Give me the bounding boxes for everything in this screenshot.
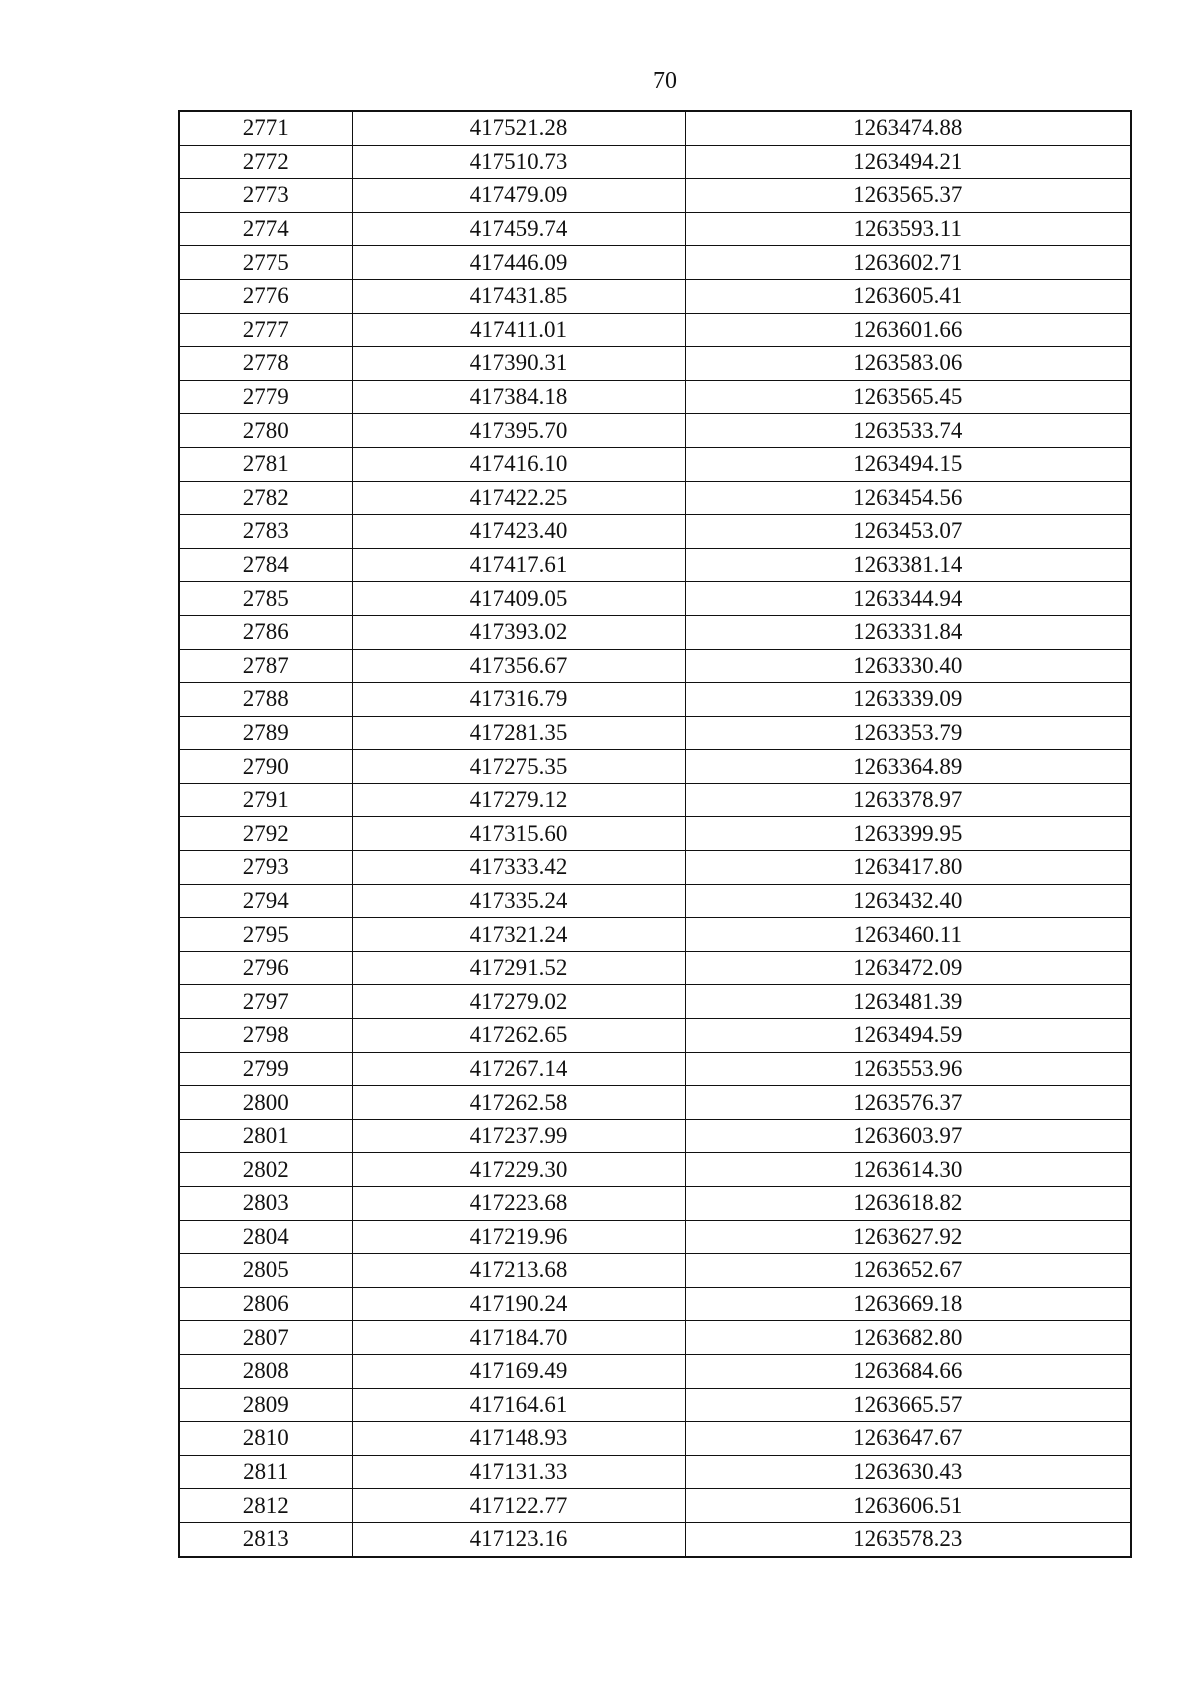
point-id-cell: 2810 (179, 1422, 352, 1456)
x-coordinate-cell: 417219.96 (352, 1220, 685, 1254)
point-id-cell: 2805 (179, 1254, 352, 1288)
point-id-cell: 2812 (179, 1489, 352, 1523)
table-row (179, 851, 1131, 885)
table-row (179, 548, 1131, 582)
x-coordinate-cell: 417316.79 (352, 683, 685, 717)
x-coordinate-cell: 417521.28 (352, 111, 685, 145)
table-row (179, 582, 1131, 616)
x-coordinate-cell: 417384.18 (352, 380, 685, 414)
y-coordinate-cell: 1263630.43 (685, 1455, 1131, 1489)
table-row (179, 884, 1131, 918)
table-row (179, 918, 1131, 952)
y-coordinate-cell: 1263533.74 (685, 414, 1131, 448)
point-id-cell: 2811 (179, 1455, 352, 1489)
point-id-cell: 2779 (179, 380, 352, 414)
y-coordinate-cell: 1263553.96 (685, 1052, 1131, 1086)
y-coordinate-cell: 1263454.56 (685, 481, 1131, 515)
y-coordinate-cell: 1263474.88 (685, 111, 1131, 145)
x-coordinate-cell: 417356.67 (352, 649, 685, 683)
x-coordinate-cell: 417409.05 (352, 582, 685, 616)
point-id-cell: 2798 (179, 1019, 352, 1053)
y-coordinate-cell: 1263682.80 (685, 1321, 1131, 1355)
x-coordinate-cell: 417169.49 (352, 1354, 685, 1388)
y-coordinate-cell: 1263618.82 (685, 1187, 1131, 1221)
coordinates-table (178, 110, 1132, 1558)
table-row (179, 1086, 1131, 1120)
point-id-cell: 2772 (179, 145, 352, 179)
point-id-cell: 2794 (179, 884, 352, 918)
table-row (179, 615, 1131, 649)
x-coordinate-cell: 417459.74 (352, 212, 685, 246)
y-coordinate-cell: 1263364.89 (685, 750, 1131, 784)
table-row (179, 1354, 1131, 1388)
y-coordinate-cell: 1263378.97 (685, 783, 1131, 817)
point-id-cell: 2785 (179, 582, 352, 616)
table-row (179, 716, 1131, 750)
table-row (179, 447, 1131, 481)
table-row (179, 1187, 1131, 1221)
point-id-cell: 2813 (179, 1522, 352, 1556)
table-row (179, 246, 1131, 280)
x-coordinate-cell: 417390.31 (352, 347, 685, 381)
y-coordinate-cell: 1263494.15 (685, 447, 1131, 481)
y-coordinate-cell: 1263344.94 (685, 582, 1131, 616)
y-coordinate-cell: 1263460.11 (685, 918, 1131, 952)
x-coordinate-cell: 417416.10 (352, 447, 685, 481)
point-id-cell: 2791 (179, 783, 352, 817)
y-coordinate-cell: 1263453.07 (685, 515, 1131, 549)
x-coordinate-cell: 417446.09 (352, 246, 685, 280)
y-coordinate-cell: 1263472.09 (685, 951, 1131, 985)
table-row (179, 347, 1131, 381)
y-coordinate-cell: 1263565.37 (685, 179, 1131, 213)
point-id-cell: 2801 (179, 1119, 352, 1153)
table-row (179, 683, 1131, 717)
y-coordinate-cell: 1263606.51 (685, 1489, 1131, 1523)
y-coordinate-cell: 1263494.59 (685, 1019, 1131, 1053)
x-coordinate-cell: 417148.93 (352, 1422, 685, 1456)
table-row (179, 1422, 1131, 1456)
x-coordinate-cell: 417279.12 (352, 783, 685, 817)
y-coordinate-cell: 1263339.09 (685, 683, 1131, 717)
point-id-cell: 2790 (179, 750, 352, 784)
y-coordinate-cell: 1263593.11 (685, 212, 1131, 246)
page-number: 70 (653, 68, 677, 94)
x-coordinate-cell: 417262.58 (352, 1086, 685, 1120)
y-coordinate-cell: 1263576.37 (685, 1086, 1131, 1120)
table-row (179, 1153, 1131, 1187)
point-id-cell: 2806 (179, 1287, 352, 1321)
y-coordinate-cell: 1263614.30 (685, 1153, 1131, 1187)
table-row (179, 1254, 1131, 1288)
y-coordinate-cell: 1263684.66 (685, 1354, 1131, 1388)
x-coordinate-cell: 417262.65 (352, 1019, 685, 1053)
x-coordinate-cell: 417333.42 (352, 851, 685, 885)
x-coordinate-cell: 417411.01 (352, 313, 685, 347)
point-id-cell: 2799 (179, 1052, 352, 1086)
x-coordinate-cell: 417422.25 (352, 481, 685, 515)
table-row (179, 1489, 1131, 1523)
point-id-cell: 2808 (179, 1354, 352, 1388)
y-coordinate-cell: 1263647.67 (685, 1422, 1131, 1456)
point-id-cell: 2778 (179, 347, 352, 381)
x-coordinate-cell: 417229.30 (352, 1153, 685, 1187)
point-id-cell: 2776 (179, 279, 352, 313)
table-row (179, 951, 1131, 985)
x-coordinate-cell: 417510.73 (352, 145, 685, 179)
table-row (179, 279, 1131, 313)
point-id-cell: 2775 (179, 246, 352, 280)
table-row (179, 1119, 1131, 1153)
x-coordinate-cell: 417335.24 (352, 884, 685, 918)
x-coordinate-cell: 417281.35 (352, 716, 685, 750)
point-id-cell: 2800 (179, 1086, 352, 1120)
x-coordinate-cell: 417237.99 (352, 1119, 685, 1153)
y-coordinate-cell: 1263603.97 (685, 1119, 1131, 1153)
y-coordinate-cell: 1263627.92 (685, 1220, 1131, 1254)
table-row (179, 179, 1131, 213)
table-row (179, 817, 1131, 851)
y-coordinate-cell: 1263481.39 (685, 985, 1131, 1019)
x-coordinate-cell: 417423.40 (352, 515, 685, 549)
point-id-cell: 2802 (179, 1153, 352, 1187)
y-coordinate-cell: 1263399.95 (685, 817, 1131, 851)
y-coordinate-cell: 1263432.40 (685, 884, 1131, 918)
table-row (179, 212, 1131, 246)
table-row (179, 1287, 1131, 1321)
y-coordinate-cell: 1263652.67 (685, 1254, 1131, 1288)
table-row (179, 1455, 1131, 1489)
point-id-cell: 2773 (179, 179, 352, 213)
point-id-cell: 2793 (179, 851, 352, 885)
point-id-cell: 2774 (179, 212, 352, 246)
point-id-cell: 2803 (179, 1187, 352, 1221)
x-coordinate-cell: 417291.52 (352, 951, 685, 985)
x-coordinate-cell: 417164.61 (352, 1388, 685, 1422)
y-coordinate-cell: 1263331.84 (685, 615, 1131, 649)
table-row (179, 1220, 1131, 1254)
table-row (179, 783, 1131, 817)
point-id-cell: 2777 (179, 313, 352, 347)
x-coordinate-cell: 417223.68 (352, 1187, 685, 1221)
x-coordinate-cell: 417213.68 (352, 1254, 685, 1288)
x-coordinate-cell: 417315.60 (352, 817, 685, 851)
point-id-cell: 2784 (179, 548, 352, 582)
x-coordinate-cell: 417131.33 (352, 1455, 685, 1489)
y-coordinate-cell: 1263601.66 (685, 313, 1131, 347)
y-coordinate-cell: 1263602.71 (685, 246, 1131, 280)
x-coordinate-cell: 417393.02 (352, 615, 685, 649)
y-coordinate-cell: 1263565.45 (685, 380, 1131, 414)
table-row (179, 313, 1131, 347)
table-row (179, 1019, 1131, 1053)
x-coordinate-cell: 417431.85 (352, 279, 685, 313)
y-coordinate-cell: 1263494.21 (685, 145, 1131, 179)
y-coordinate-cell: 1263330.40 (685, 649, 1131, 683)
point-id-cell: 2804 (179, 1220, 352, 1254)
point-id-cell: 2789 (179, 716, 352, 750)
table-row (179, 750, 1131, 784)
x-coordinate-cell: 417122.77 (352, 1489, 685, 1523)
x-coordinate-cell: 417479.09 (352, 179, 685, 213)
point-id-cell: 2788 (179, 683, 352, 717)
y-coordinate-cell: 1263353.79 (685, 716, 1131, 750)
x-coordinate-cell: 417123.16 (352, 1522, 685, 1556)
x-coordinate-cell: 417321.24 (352, 918, 685, 952)
x-coordinate-cell: 417267.14 (352, 1052, 685, 1086)
point-id-cell: 2787 (179, 649, 352, 683)
point-id-cell: 2781 (179, 447, 352, 481)
point-id-cell: 2807 (179, 1321, 352, 1355)
y-coordinate-cell: 1263381.14 (685, 548, 1131, 582)
table-row (179, 649, 1131, 683)
x-coordinate-cell: 417184.70 (352, 1321, 685, 1355)
table-row (179, 111, 1131, 145)
point-id-cell: 2782 (179, 481, 352, 515)
y-coordinate-cell: 1263605.41 (685, 279, 1131, 313)
point-id-cell: 2796 (179, 951, 352, 985)
x-coordinate-cell: 417395.70 (352, 414, 685, 448)
x-coordinate-cell: 417279.02 (352, 985, 685, 1019)
y-coordinate-cell: 1263669.18 (685, 1287, 1131, 1321)
point-id-cell: 2783 (179, 515, 352, 549)
table-row (179, 1522, 1131, 1556)
y-coordinate-cell: 1263417.80 (685, 851, 1131, 885)
point-id-cell: 2780 (179, 414, 352, 448)
point-id-cell: 2809 (179, 1388, 352, 1422)
table-row (179, 1052, 1131, 1086)
table-row (179, 481, 1131, 515)
table-row (179, 414, 1131, 448)
table-row (179, 145, 1131, 179)
y-coordinate-cell: 1263583.06 (685, 347, 1131, 381)
point-id-cell: 2795 (179, 918, 352, 952)
point-id-cell: 2786 (179, 615, 352, 649)
x-coordinate-cell: 417417.61 (352, 548, 685, 582)
table-row (179, 1321, 1131, 1355)
table-row (179, 515, 1131, 549)
x-coordinate-cell: 417190.24 (352, 1287, 685, 1321)
point-id-cell: 2771 (179, 111, 352, 145)
y-coordinate-cell: 1263665.57 (685, 1388, 1131, 1422)
point-id-cell: 2797 (179, 985, 352, 1019)
table-row (179, 985, 1131, 1019)
table-row (179, 380, 1131, 414)
point-id-cell: 2792 (179, 817, 352, 851)
y-coordinate-cell: 1263578.23 (685, 1522, 1131, 1556)
x-coordinate-cell: 417275.35 (352, 750, 685, 784)
coordinates-table-body (179, 111, 1131, 1557)
table-row (179, 1388, 1131, 1422)
